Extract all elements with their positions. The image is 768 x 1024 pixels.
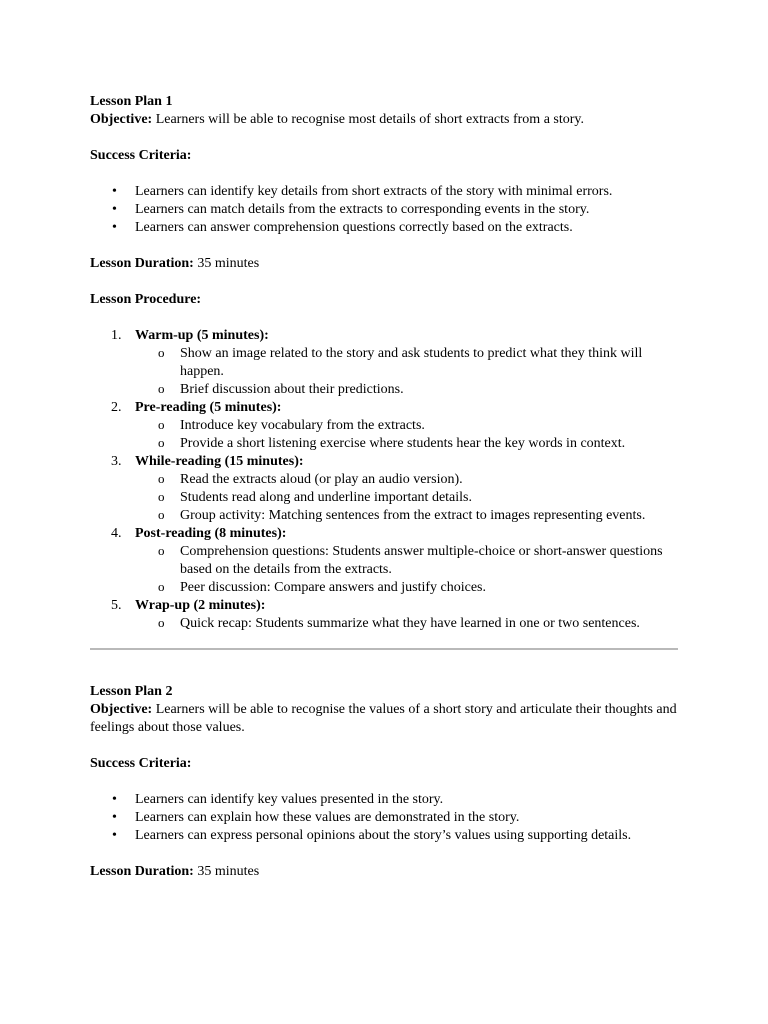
step-title: Wrap-up (2 minutes): [135,598,266,613]
duration-value: 35 minutes [193,256,260,271]
success-criteria-list [90,183,680,237]
list-item: o Peer discussion: Compare answers and justify choices. [135,579,680,597]
list-item: • Learners can match details from the extracts to corresponding events in the story. [90,201,680,219]
objective-text: Learners will be able to recognise the values of a short story and articulate their thoughts and feelings about those values. [90,702,677,735]
list-item: • Learners can express personal opinions about the story’s values using supporting details. [90,827,680,845]
objective-label: Objective: [90,112,153,127]
success-criteria-heading: Success Criteria: [90,756,192,771]
lesson-plan-2-objective [90,701,680,737]
list-item: • Learners can identify key values presented in the story. [90,791,680,809]
list-item: • Learners can identify key details from short extracts of the story with minimal errors. [90,183,680,201]
list-item: o Brief discussion about their predictions. [135,381,680,399]
duration-label: Lesson Duration: [90,256,194,271]
lesson-duration [90,863,680,881]
lesson-plan-2-title: Lesson Plan 2 [90,684,173,699]
section-divider [90,648,678,650]
procedure-step-while-reading [90,453,680,525]
list-item: o Group activity: Matching sentences from the extract to images representing events. [135,507,680,525]
list-item: o Read the extracts aloud (or play an audio version). [135,471,680,489]
objective-label: Objective: [90,702,153,717]
procedure-step-wrap-up [90,597,680,633]
step-title: Warm-up (5 minutes): [135,328,269,343]
document-content [90,93,680,881]
step-number: 2. [111,400,122,415]
step-title: While-reading (15 minutes): [135,454,304,469]
lesson-plan-1-title: Lesson Plan 1 [90,94,173,109]
procedure-step-pre-reading [90,399,680,453]
list-item: o Show an image related to the story and ask students to predict what they think will happen. [135,345,680,381]
list-item: o Provide a short listening exercise where students hear the key words in context. [135,435,680,453]
step-number: 3. [111,454,122,469]
success-criteria-list [90,791,680,845]
step-title: Post-reading (8 minutes): [135,526,287,541]
list-item: o Quick recap: Students summarize what they have learned in one or two sentences. [135,615,680,633]
procedure-step-post-reading [90,525,680,597]
lesson-plan-1-objective [90,111,680,129]
duration-label: Lesson Duration: [90,864,194,879]
procedure-step-warm-up [90,327,680,399]
step-number: 1. [111,328,122,343]
step-number: 5. [111,598,122,613]
lesson-procedure-heading: Lesson Procedure: [90,292,202,307]
procedure-steps [90,327,680,633]
step-title: Pre-reading (5 minutes): [135,400,282,415]
list-item: o Comprehension questions: Students answer multiple-choice or short-answer questions based on the details from the extracts. [135,543,680,579]
duration-value: 35 minutes [193,864,260,879]
list-item: o Introduce key vocabulary from the extracts. [135,417,680,435]
list-item: o Students read along and underline important details. [135,489,680,507]
step-number: 4. [111,526,122,541]
success-criteria-heading: Success Criteria: [90,148,192,163]
list-item: • Learners can answer comprehension questions correctly based on the extracts. [90,219,680,237]
objective-text: Learners will be able to recognise most details of short extracts from a story. [152,112,584,127]
lesson-duration [90,255,680,273]
list-item: • Learners can explain how these values are demonstrated in the story. [90,809,680,827]
